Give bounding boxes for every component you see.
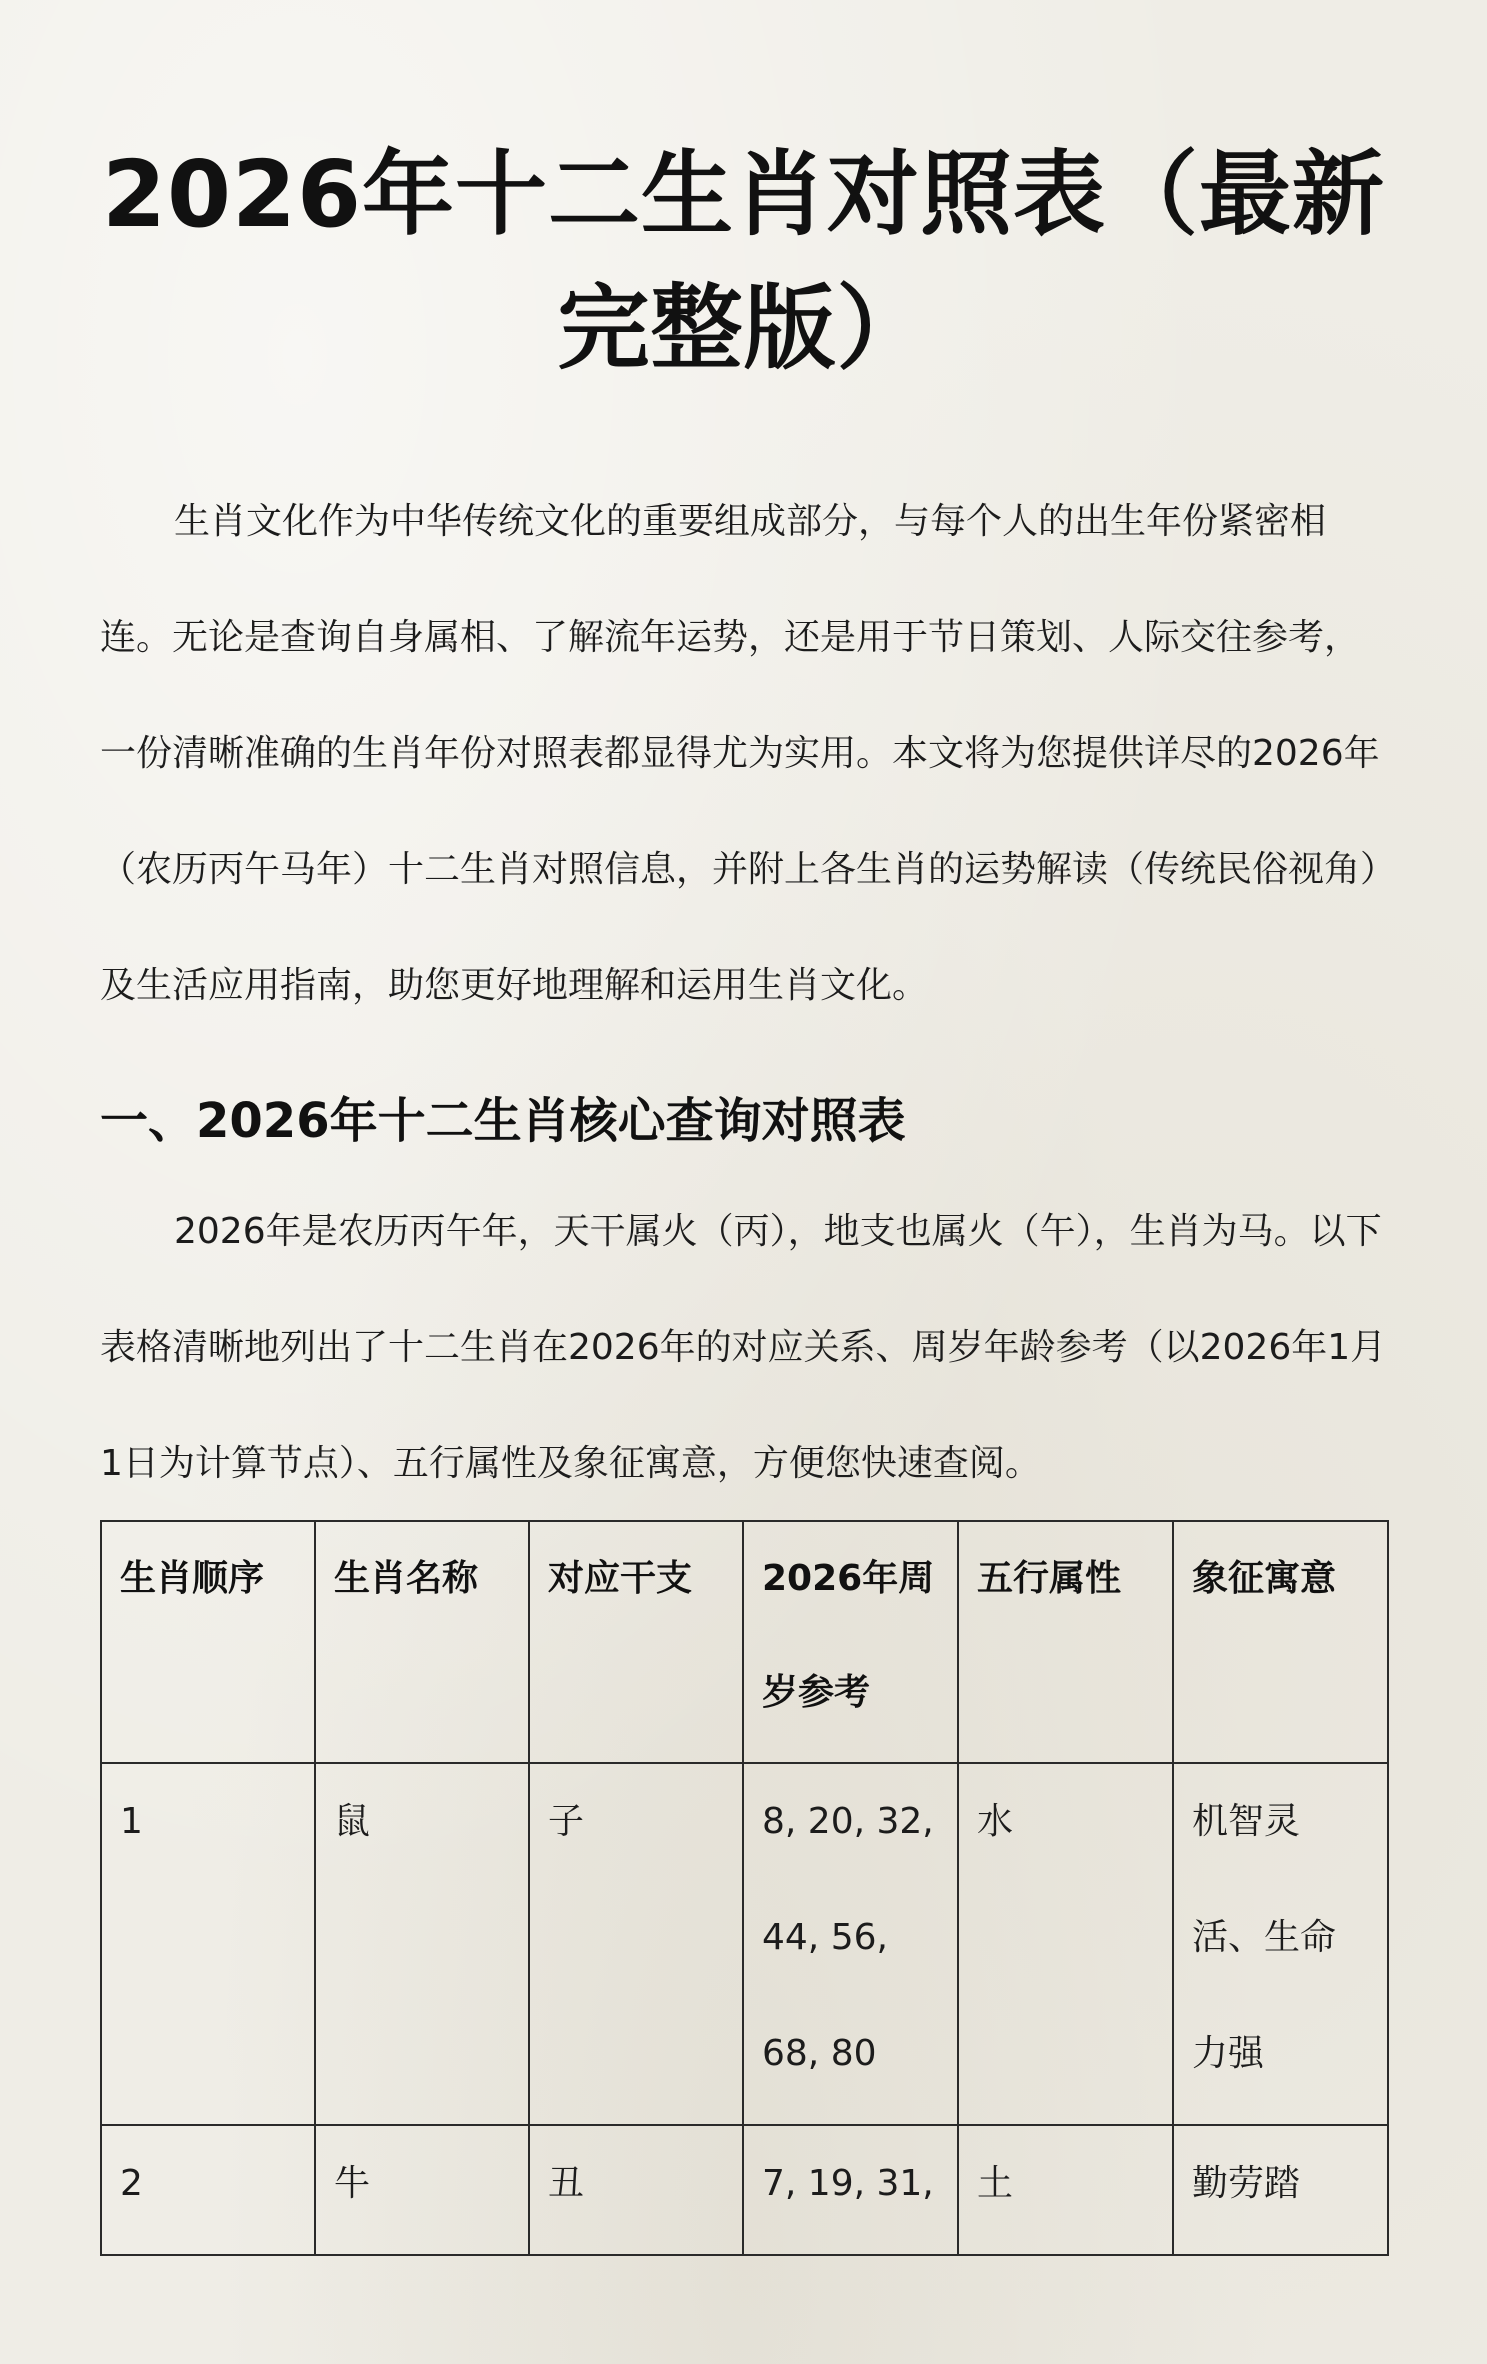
cell-meaning: 机智灵活、生命力强 [1173, 1763, 1388, 2125]
cell-element: 土 [958, 2125, 1173, 2255]
cell-order: 1 [101, 1763, 315, 2125]
zodiac-table [100, 1520, 1389, 2256]
cell-ages: 8, 20, 32, 44, 56, 68, 80 [743, 1763, 958, 2125]
intro-paragraph: 生肖文化作为中华传统文化的重要组成部分，与每个人的出生年份紧密相连。无论是查询自身属相、了解流年运势，还是用于节日策划、人际交往参考，一份清晰准确的生肖年份对照表都显得尤为实用。本文将为您提供详尽的2026年（农历丙午马年）十二生肖对照信息，并附上各生肖的运势解读（传统民俗视角）及生活应用指南，助您更好地理解和运用生肖文化。 [100, 501, 1380, 1006]
cell-branch: 子 [529, 1763, 743, 2125]
cell-ages: 7, 19, 31, [743, 2125, 958, 2255]
table-header-row [101, 1521, 1388, 1763]
table-row [101, 1763, 1388, 2125]
cell-name: 牛 [315, 2125, 529, 2255]
header-ages: 2026年周岁参考 [743, 1521, 958, 1763]
header-order: 生肖顺序 [101, 1521, 315, 1763]
header-element: 五行属性 [958, 1521, 1173, 1763]
header-name: 生肖名称 [315, 1521, 529, 1763]
cell-element: 水 [958, 1763, 1173, 2125]
cell-meaning: 勤劳踏 [1173, 2125, 1388, 2255]
cell-order: 2 [101, 2125, 315, 2255]
header-branch: 对应干支 [529, 1521, 743, 1763]
section-heading: 一、2026年十二生肖核心查询对照表 [100, 1093, 906, 1149]
table-row [101, 2125, 1388, 2255]
cell-name: 鼠 [315, 1763, 529, 2125]
header-meaning: 象征寓意 [1173, 1521, 1388, 1763]
cell-branch: 丑 [529, 2125, 743, 2255]
section-paragraph: 2026年是农历丙午年，天干属火（丙），地支也属火（午），生肖为马。以下表格清晰地列出了十二生肖在2026年的对应关系、周岁年龄参考（以2026年1月1日为计算节点）、五行属性及象征寓意，方便您快速查阅。 [100, 1211, 1387, 1484]
page-title: 2026年十二生肖对照表（最新完整版） [101, 141, 1386, 382]
